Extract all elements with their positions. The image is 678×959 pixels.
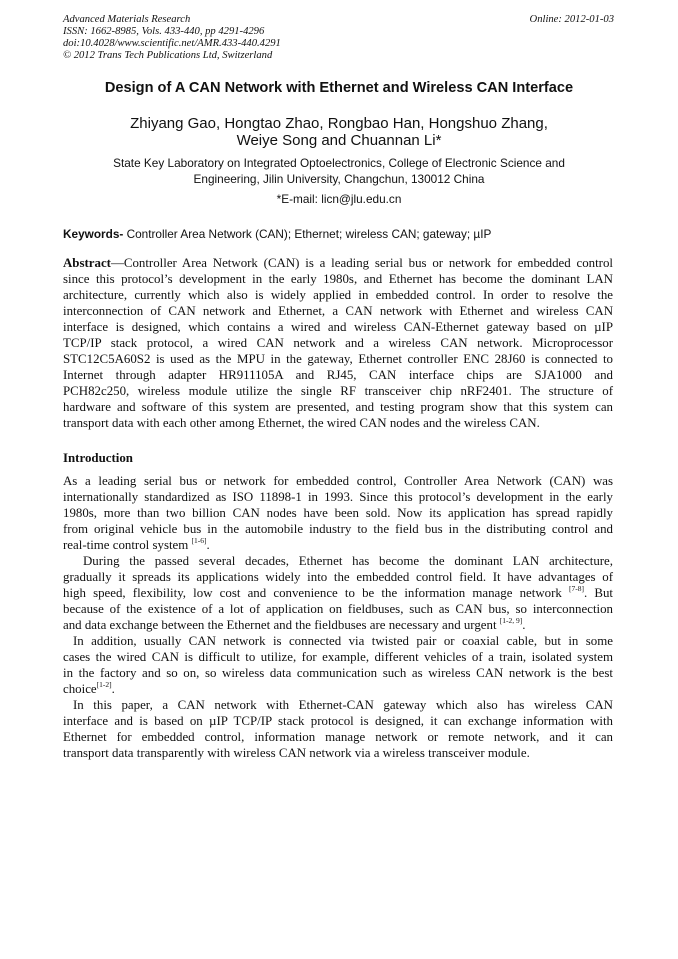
text-line: interface and is based on µIP TCP/IP stack protocol is designed, it can exchange information with <box>63 714 613 728</box>
text-line: and data exchange between the Ethernet and the fieldbuses are necessary and urgent [1-2, 9]. <box>63 616 526 632</box>
text-line: Internet through adapter HR911105A and RJ45, CAN interface chips are SJA1000 and <box>63 368 613 382</box>
citation: [7-8] <box>568 584 584 593</box>
keywords-label: Keywords- <box>63 227 124 241</box>
journal-name: Advanced Materials Research <box>63 14 191 25</box>
citation: [1-6] <box>191 536 207 545</box>
online-date: Online: 2012-01-03 <box>529 14 614 25</box>
text-line: choice[1-2]. <box>63 680 115 696</box>
text-line: Ethernet for embedded control, information manage network or remote network, and it can <box>63 730 613 744</box>
authors <box>0 115 678 149</box>
copyright: © 2012 Trans Tech Publications Ltd, Switzerland <box>63 50 273 61</box>
text-line: gradually it spreads its applications widely into the embedded control field. It have advantages of <box>63 570 613 584</box>
journal-info <box>63 14 281 62</box>
text-line: In this paper, a CAN network with Ethernet-CAN gateway which also has wireless CAN <box>73 698 613 712</box>
text-line: cases the wired CAN is difficult to utilize, for example, different vehicles of a train, isolated system <box>63 650 613 664</box>
text-line: real-time control system [1-6]. <box>63 536 210 552</box>
text-line: architecture, currently which also is widely applied in embedded control. In order to resolve the <box>63 288 613 302</box>
text-line: because of the existence of a lot of application on fieldbuses, such as CAN bus, so interconnection <box>63 602 613 616</box>
citation: [1-2, 9] <box>499 616 523 625</box>
authors-line: Zhiyang Gao, Hongtao Zhao, Rongbao Han, Hongshuo Zhang, <box>130 115 548 132</box>
text-line: in the factory and so on, so wireless data communication such as wireless CAN network is the best <box>63 666 613 680</box>
citation: [1-2] <box>96 680 112 689</box>
affiliation-line: State Key Laboratory on Integrated Optoelectronics, College of Electronic Science and <box>113 156 565 170</box>
paper-title: Design of A CAN Network with Ethernet and Wireless CAN Interface <box>104 80 574 96</box>
abstract <box>63 255 613 431</box>
issn: ISSN: 1662-8985, Vols. 433-440, pp 4291-4296 <box>63 26 265 37</box>
email: *E-mail: licn@jlu.edu.cn <box>276 192 402 206</box>
text-line: from original vehicle bus in the automobile industry to the field bus in the distributing control and <box>63 522 613 536</box>
text-line: interconnection of CAN network and Ethernet, a CAN network with Ethernet and wireless CAN <box>63 304 613 318</box>
text-line: As a leading serial bus or network for embedded control, Controller Area Network (CAN) was <box>63 474 613 488</box>
text-line: transport data transparently with wireless CAN network via a wireless transceiver module. <box>63 746 530 760</box>
text-line: internationally standardized as ISO 11898-1 in 1993. Since this protocol’s development in the early <box>63 490 613 504</box>
text-line: hardware and software of this system are presented, and testing program show that this system can <box>63 400 613 414</box>
text-line: TCP/IP stack protocol, a wired CAN network and a wireless CAN network. Microprocessor <box>63 336 613 350</box>
introduction-body <box>63 473 613 761</box>
text-line: Abstract—Controller Area Network (CAN) is a leading serial bus or network for embedded control <box>63 256 613 270</box>
text-line: since this protocol’s development in the early 1980s, and Ethernet has become the dominant LAN <box>63 272 613 286</box>
keywords <box>63 227 491 241</box>
text-line: transport data with each other among Ethernet, the wired CAN nodes and the wireless CAN. <box>63 416 540 430</box>
text-line: During the passed several decades, Ethernet has become the dominant LAN architecture, <box>83 554 613 568</box>
text-line: In addition, usually CAN network is connected via twisted pair or coaxial cable, but in some <box>73 634 613 648</box>
doi: doi:10.4028/www.scientific.net/AMR.433-440.4291 <box>63 38 281 49</box>
abstract-label: Abstract <box>63 256 111 270</box>
section-heading: Introduction <box>63 451 133 465</box>
keywords-text: Controller Area Network (CAN); Ethernet; wireless CAN; gateway; µIP <box>123 227 492 241</box>
text-line: STC12C5A60S2 is used as the MPU in the gateway, Ethernet controller ENC 28J60 is connected to <box>63 352 613 366</box>
authors-line: Weiye Song and Chuannan Li* <box>236 132 442 149</box>
affiliation <box>0 155 678 187</box>
text-line: PCH82c250, wireless module utilize the single RF transceiver chip nRF2401. The structure of <box>63 384 613 398</box>
text-line: 1980s, more than two billion CAN nodes have been sold. Now its application has spread rapidly <box>63 506 613 520</box>
text-line: interface is designed, which contains a wired and wireless CAN-Ethernet gateway based on µIP <box>63 320 613 334</box>
text-line: high speed, flexibility, low cost and convenience to be the information manage network [7-8]. But <box>63 584 613 600</box>
affiliation-line: Engineering, Jilin University, Changchun, 130012 China <box>193 172 485 186</box>
